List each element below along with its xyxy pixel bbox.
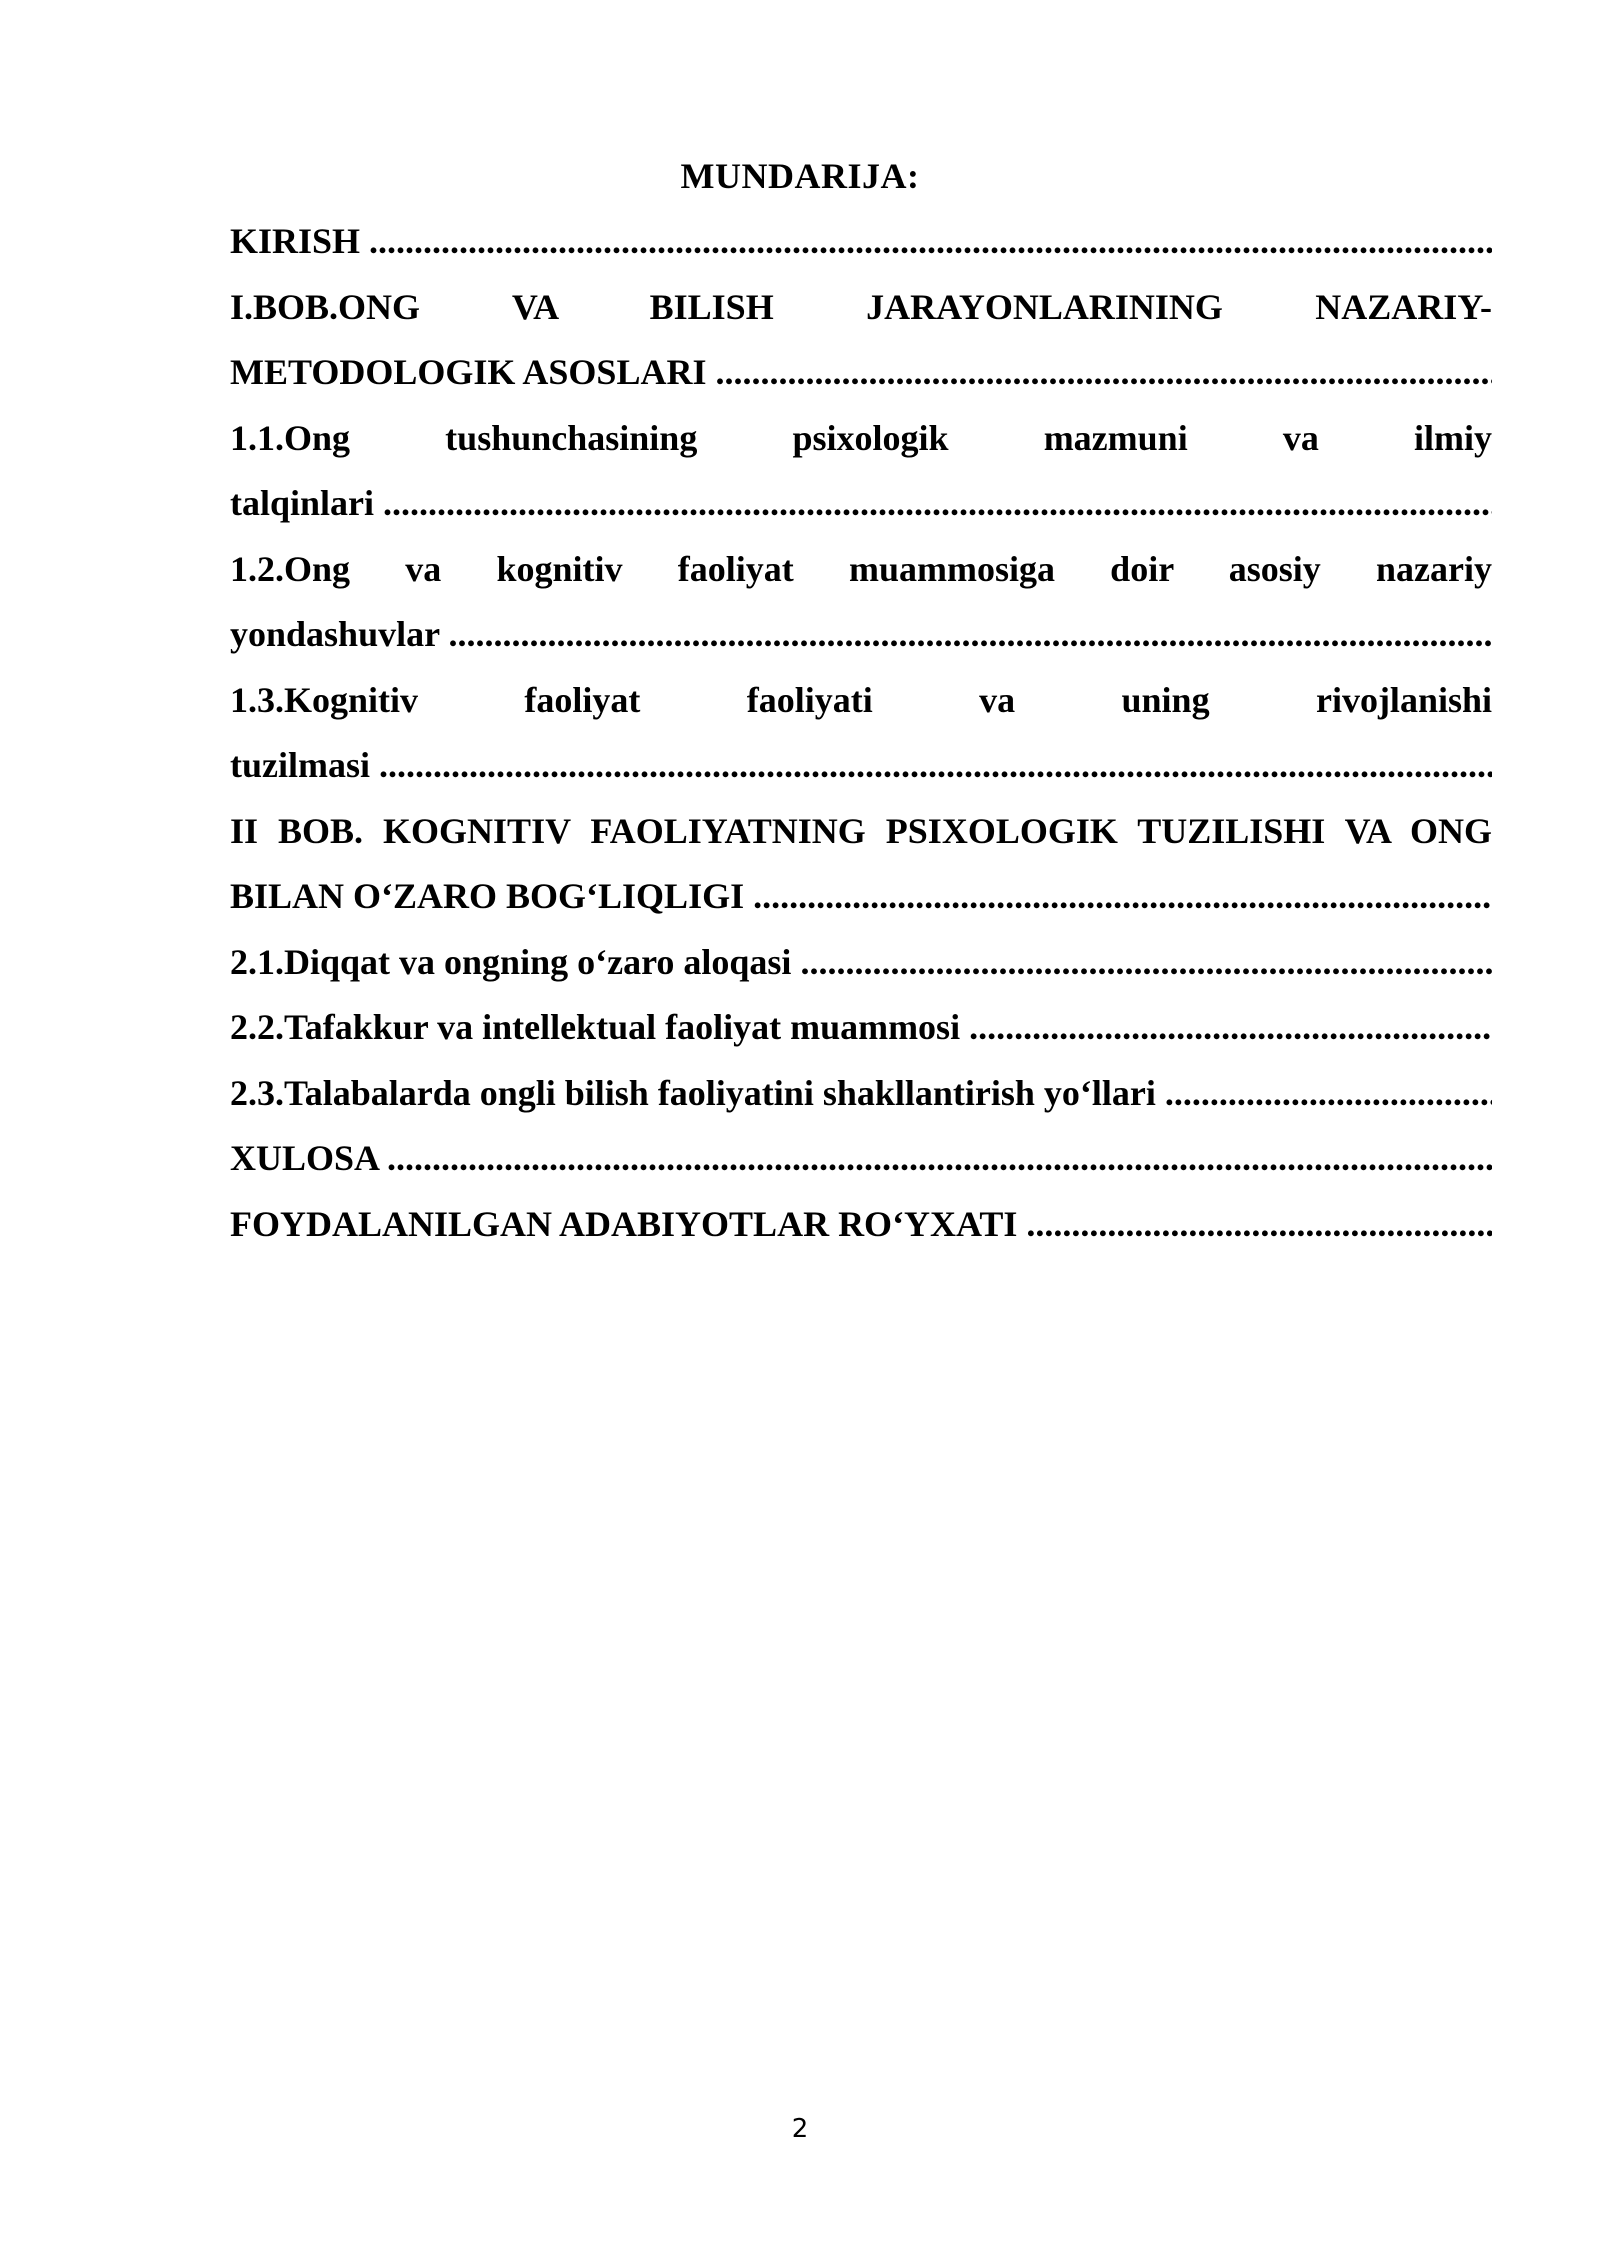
table-of-contents bbox=[230, 215, 1492, 1263]
toc-entry-section-1-1-line-2[interactable]: talqinlari ..... bbox=[230, 477, 1492, 543]
toc-entry-section-2-3[interactable]: 2.3.Talabalarda ongli bilish faoliyatini shakllantirish yo‘llari ..... bbox=[230, 1067, 1492, 1133]
toc-entry-chapter-2-line-2[interactable]: BILAN O‘ZARO BOG‘LIQLIGI ..... bbox=[230, 870, 1492, 936]
toc-entry-section-1-3-line-1[interactable]: 1.3.Kognitiv faoliyat faoliyati va uning rivojlanishi bbox=[230, 679, 1492, 720]
toc-entry-chapter-1-line-1[interactable]: I.BOB.ONG VA BILISH JARAYONLARINING NAZARIY- bbox=[230, 286, 1492, 327]
toc-entry-section-1-2-line-1[interactable]: 1.2.Ong va kognitiv faoliyat muammosiga doir asosiy nazariy bbox=[230, 548, 1492, 589]
toc-entry-references[interactable]: FOYDALANILGAN ADABIYOTLAR RO‘YXATI ..... bbox=[230, 1198, 1492, 1264]
toc-entry-section-2-2[interactable]: 2.2.Tafakkur va intellektual faoliyat muammosi ..... bbox=[230, 1001, 1492, 1067]
toc-entry-section-1-3-line-2[interactable]: tuzilmasi ..... bbox=[230, 739, 1492, 805]
toc-title: MUNDARIJA: bbox=[680, 156, 920, 196]
toc-entry-xulosa[interactable]: XULOSA ..... bbox=[230, 1132, 1492, 1198]
toc-entry-section-1-2-line-2[interactable]: yondashuvlar ..... bbox=[230, 608, 1492, 674]
toc-entry-chapter-2-line-1[interactable]: II BOB. KOGNITIV FAOLIYATNING PSIXOLOGIK TUZILISHI VA ONG bbox=[230, 810, 1492, 851]
page-number: 2 bbox=[791, 2114, 809, 2144]
toc-entry-chapter-1-line-2[interactable]: METODOLOGIK ASOSLARI ..... bbox=[230, 346, 1492, 412]
toc-entry-section-2-1[interactable]: 2.1.Diqqat va ongning o‘zaro aloqasi ..... bbox=[230, 936, 1492, 1002]
toc-entry-kirish[interactable]: KIRISH ..... bbox=[230, 215, 1492, 281]
toc-entry-section-1-1-line-1[interactable]: 1.1.Ong tushunchasining psixologik mazmuni va ilmiy bbox=[230, 417, 1492, 458]
